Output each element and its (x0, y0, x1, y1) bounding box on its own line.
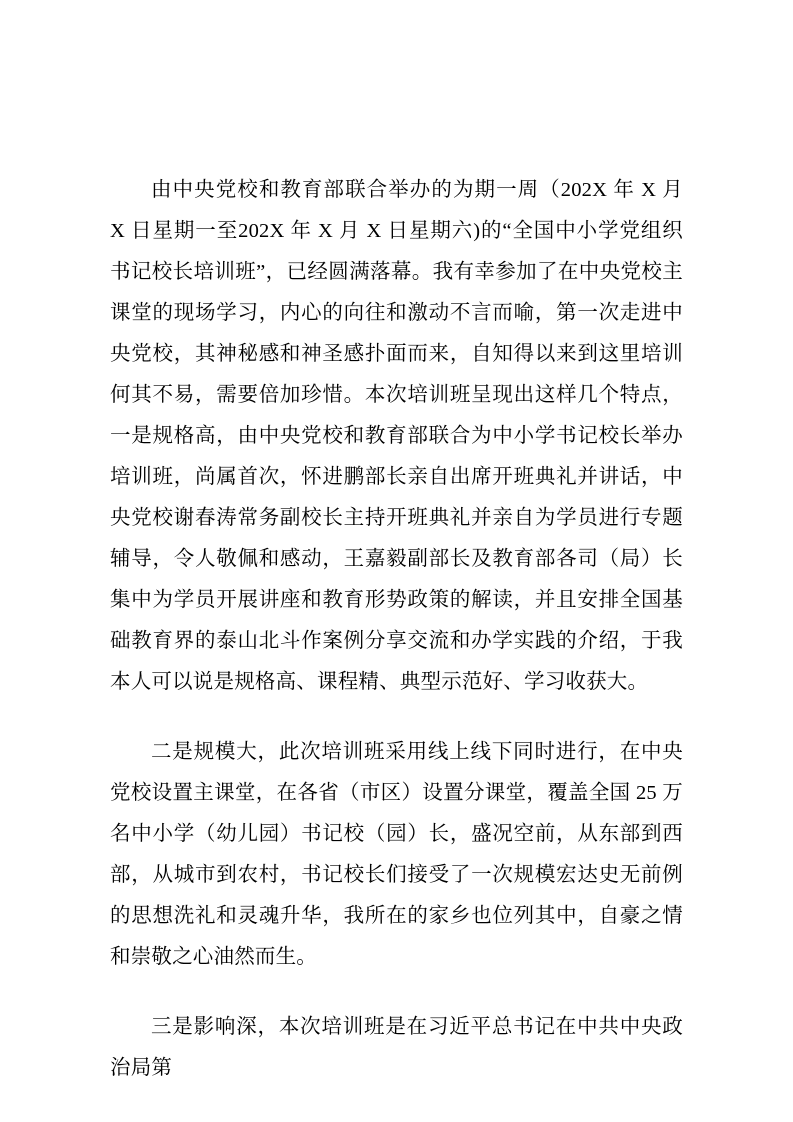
paragraph-1: 由中央党校和教育部联合举办的为期一周（202X 年 X 月 X 日星期一至202X 年 X 月 X 日星期六)的“全国中小学党组织书记校长培训班”，已经圆满落幕。我有幸参加了在中央党校主课堂的现场学习，内心的向往和激动不言而喻，第一次走进中央党校，其神秘感和神圣感扑面而来，自知得以来到这里培训何其不易，需要倍加珍惜。本次培训班呈现出这样几个特点，一是规格高，由中央党校和教育部联合为中小学书记校长举办培训班，尚属首次，怀进鹏部长亲自出席开班典礼并讲话，中央党校谢春涛常务副校长主持开班典礼并亲自为学员进行专题辅导，令人敬佩和感动，王嘉毅副部长及教育部各司（局）长集中为学员开展讲座和教育形势政策的解读，并且安排全国基础教育界的泰山北斗作案例分享交流和办学实践的介绍，于我本人可以说是规格高、课程精、典型示范好、学习收获大。 (110, 179, 683, 693)
paragraph-2: 二是规模大，此次培训班采用线上线下同时进行，在中央党校设置主课堂，在各省（市区）设置分课堂，覆盖全国 25 万名中小学（幼儿园）书记校（园）长，盛况空前，从东部到西部，从城市到农村，书记校长们接受了一次规模宏达史无前例的思想洗礼和灵魂升华，我所在的家乡也位列其中，自豪之情和崇敬之心油然而生。 (110, 741, 683, 968)
paragraph-3: 三是影响深，本次培训班是在习近平总书记在中共中央政治局第 (110, 1016, 683, 1079)
document-body (110, 170, 683, 1089)
